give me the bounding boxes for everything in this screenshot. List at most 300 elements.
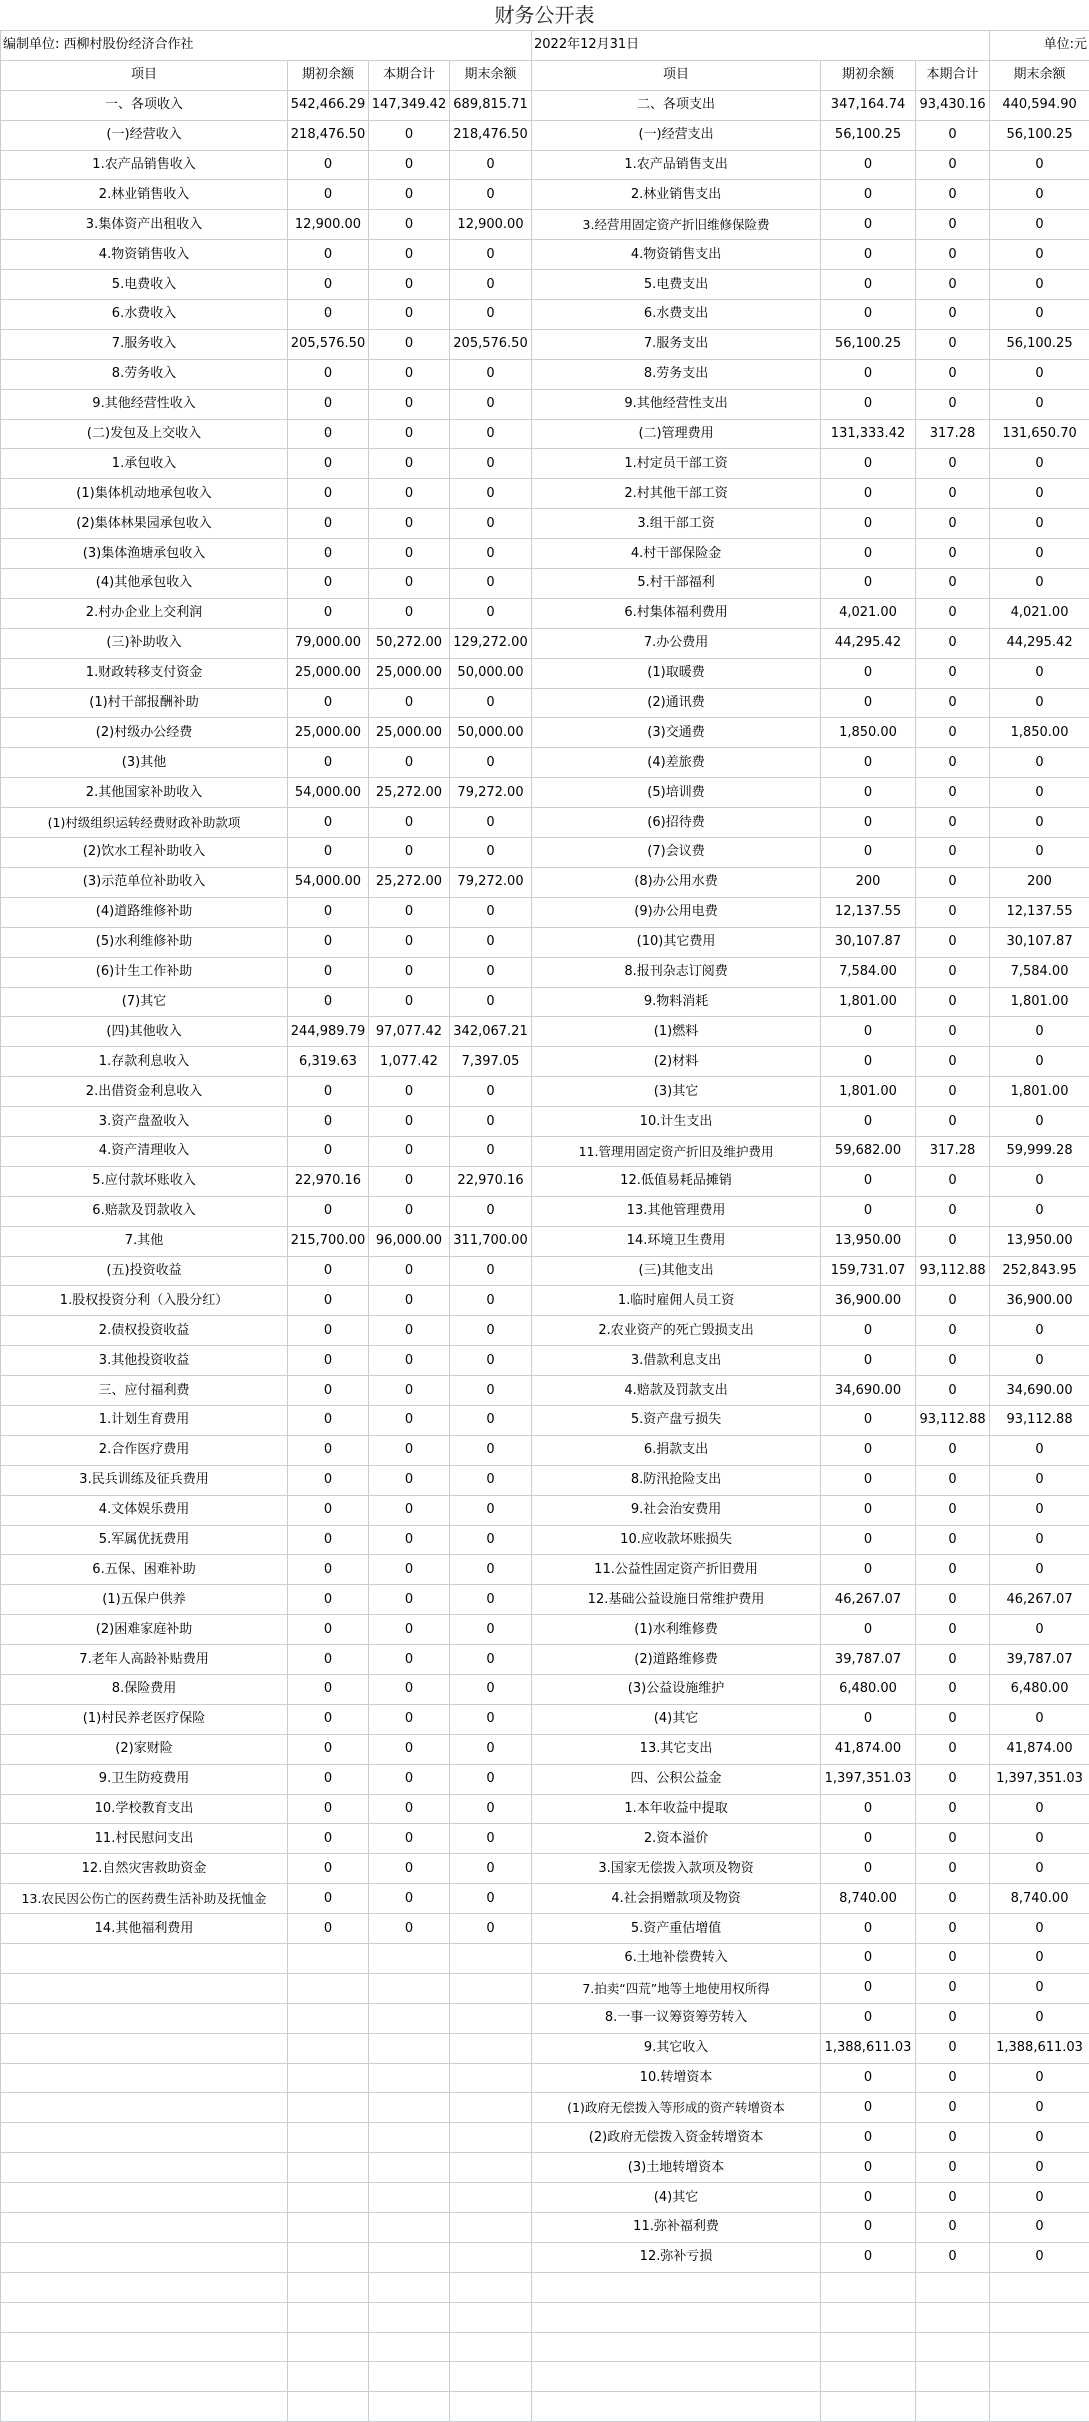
amount-cell: 0 [990, 1465, 1089, 1495]
table-row [1, 927, 1089, 957]
amount-cell [369, 2362, 450, 2392]
amount-cell: 25,000.00 [369, 658, 450, 688]
amount-cell: 0 [288, 359, 369, 389]
amount-cell: 8,740.00 [821, 1884, 916, 1914]
table-row [1, 1854, 1089, 1884]
amount-cell: 46,267.07 [821, 1585, 916, 1615]
amount-cell [369, 1944, 450, 1974]
header-cell: 期初余额 [821, 60, 916, 90]
item-cell [1, 2392, 288, 2422]
amount-cell: 0 [990, 539, 1089, 569]
amount-cell [450, 2063, 532, 2093]
item-cell: 2.村其他干部工资 [532, 479, 821, 509]
amount-cell: 0 [450, 598, 532, 628]
amount-cell: 0 [916, 718, 990, 748]
amount-cell: 0 [916, 927, 990, 957]
amount-cell: 0 [990, 449, 1089, 479]
item-cell: 4.赔款及罚款支出 [532, 1376, 821, 1406]
header-cell: 项目 [1, 60, 288, 90]
item-cell: 2.债权投资收益 [1, 1316, 288, 1346]
table-row [1, 2392, 1089, 2422]
item-cell: 三、应付福利费 [1, 1376, 288, 1406]
amount-cell: 0 [369, 1525, 450, 1555]
item-cell: 3.经营用固定资产折旧维修保险费 [532, 210, 821, 240]
amount-cell [288, 2362, 369, 2392]
item-cell: (3)交通费 [532, 718, 821, 748]
item-cell: (3)土地转增资本 [532, 2153, 821, 2183]
amount-cell: 0 [916, 1077, 990, 1107]
amount-cell: 0 [916, 1884, 990, 1914]
amount-cell: 13,950.00 [821, 1226, 916, 1256]
amount-cell: 0 [369, 1286, 450, 1316]
amount-cell: 0 [450, 957, 532, 987]
table-row [1, 1585, 1089, 1615]
table-row [1, 1465, 1089, 1495]
item-cell: 6.水费收入 [1, 300, 288, 330]
table-row [1, 509, 1089, 539]
table-row [1, 957, 1089, 987]
item-cell [1, 2272, 288, 2302]
table-row [1, 210, 1089, 240]
amount-cell: 317.28 [916, 1136, 990, 1166]
amount-cell [288, 2003, 369, 2033]
amount-cell: 0 [450, 1495, 532, 1525]
amount-cell: 0 [450, 240, 532, 270]
amount-cell: 131,333.42 [821, 419, 916, 449]
item-cell: 7.其他 [1, 1226, 288, 1256]
item-cell: 4.村干部保险金 [532, 539, 821, 569]
amount-cell: 56,100.25 [821, 120, 916, 150]
item-cell: (1)集体机动地承包收入 [1, 479, 288, 509]
amount-cell [450, 2242, 532, 2272]
amount-cell: 0 [288, 270, 369, 300]
amount-cell: 0 [450, 1914, 532, 1944]
amount-cell: 56,100.25 [990, 329, 1089, 359]
amount-cell [288, 1973, 369, 2003]
amount-cell: 0 [916, 2213, 990, 2243]
amount-cell: 0 [369, 1674, 450, 1704]
item-cell: (三)其他支出 [532, 1256, 821, 1286]
amount-cell: 0 [450, 1196, 532, 1226]
item-cell: 12.弥补亏损 [532, 2242, 821, 2272]
item-cell: 8.报刊杂志订阅费 [532, 957, 821, 987]
amount-cell: 0 [821, 539, 916, 569]
amount-cell: 34,690.00 [821, 1376, 916, 1406]
amount-cell: 218,476.50 [288, 120, 369, 150]
amount-cell: 0 [990, 1854, 1089, 1884]
finance-table [0, 30, 1089, 2422]
amount-cell: 0 [288, 1555, 369, 1585]
item-cell: 2.资本溢价 [532, 1824, 821, 1854]
amount-cell [990, 2332, 1089, 2362]
amount-cell: 96,000.00 [369, 1226, 450, 1256]
amount-cell: 93,112.88 [990, 1405, 1089, 1435]
amount-cell: 0 [916, 449, 990, 479]
item-cell [1, 2213, 288, 2243]
page-title: 财务公开表 [0, 0, 1089, 30]
amount-cell: 0 [821, 479, 916, 509]
item-cell: (2)材料 [532, 1047, 821, 1077]
amount-cell: 25,000.00 [369, 718, 450, 748]
item-cell: 12.自然灾害救助资金 [1, 1854, 288, 1884]
amount-cell [288, 2302, 369, 2332]
amount-cell: 0 [990, 479, 1089, 509]
table-row [1, 778, 1089, 808]
item-cell: (1)村级组织运转经费财政补助款项 [1, 808, 288, 838]
header-cell: 期末余额 [450, 60, 532, 90]
org-unit: 编制单位: 西柳村股份经济合作社 [1, 31, 532, 61]
item-cell [1, 2063, 288, 2093]
amount-cell: 12,137.55 [821, 897, 916, 927]
item-cell [532, 2392, 821, 2422]
item-cell: 13.农民因公伤亡的医药费生活补助及抚恤金 [1, 1884, 288, 1914]
amount-cell: 0 [916, 1346, 990, 1376]
amount-cell: 97,077.42 [369, 1017, 450, 1047]
amount-cell: 0 [450, 1764, 532, 1794]
amount-cell: 0 [916, 688, 990, 718]
amount-cell: 0 [450, 1286, 532, 1316]
amount-cell: 0 [990, 1555, 1089, 1585]
table-row [1, 359, 1089, 389]
amount-cell: 0 [288, 1525, 369, 1555]
amount-cell [369, 2153, 450, 2183]
amount-cell [821, 2362, 916, 2392]
amount-cell: 0 [821, 509, 916, 539]
amount-cell: 0 [990, 210, 1089, 240]
amount-cell: 0 [288, 300, 369, 330]
table-row [1, 2153, 1089, 2183]
amount-cell: 0 [916, 1615, 990, 1645]
amount-cell: 0 [990, 359, 1089, 389]
amount-cell: 93,430.16 [916, 90, 990, 120]
amount-cell: 0 [288, 1196, 369, 1226]
amount-cell: 0 [288, 509, 369, 539]
amount-cell: 0 [369, 808, 450, 838]
amount-cell: 342,067.21 [450, 1017, 532, 1047]
table-row [1, 1645, 1089, 1675]
report-date: 2022年12月31日 [532, 31, 990, 61]
amount-cell: 0 [450, 748, 532, 778]
item-cell: 12.低值易耗品摊销 [532, 1166, 821, 1196]
item-cell: 9.其他经营性支出 [532, 389, 821, 419]
amount-cell: 0 [916, 1435, 990, 1465]
item-cell: 14.其他福利费用 [1, 1914, 288, 1944]
amount-cell: 0 [821, 778, 916, 808]
amount-cell: 0 [990, 1107, 1089, 1137]
amount-cell [916, 2362, 990, 2392]
amount-cell: 0 [369, 1316, 450, 1346]
amount-cell: 0 [288, 808, 369, 838]
table-row [1, 1555, 1089, 1585]
item-cell [1, 2033, 288, 2063]
table-row [1, 1884, 1089, 1914]
amount-cell: 41,874.00 [990, 1734, 1089, 1764]
item-cell: (6)招待费 [532, 808, 821, 838]
amount-cell: 0 [369, 539, 450, 569]
table-row [1, 598, 1089, 628]
amount-cell: 0 [916, 1645, 990, 1675]
amount-cell: 30,107.87 [821, 927, 916, 957]
amount-cell [916, 2302, 990, 2332]
amount-cell: 0 [369, 389, 450, 419]
amount-cell: 0 [369, 1196, 450, 1226]
item-cell: (9)办公用电费 [532, 897, 821, 927]
amount-cell: 0 [916, 1944, 990, 1974]
amount-cell: 0 [450, 270, 532, 300]
item-cell: (2)政府无偿拨入资金转增资本 [532, 2123, 821, 2153]
amount-cell: 0 [450, 838, 532, 868]
table-row [1, 2302, 1089, 2332]
item-cell: 3.资产盘盈收入 [1, 1107, 288, 1137]
item-cell: 12.基础公益设施日常维护费用 [532, 1585, 821, 1615]
amount-cell: 0 [821, 1525, 916, 1555]
amount-cell: 542,466.29 [288, 90, 369, 120]
amount-cell: 1,388,611.03 [821, 2033, 916, 2063]
amount-cell: 0 [821, 270, 916, 300]
item-cell: (7)其它 [1, 987, 288, 1017]
amount-cell: 0 [821, 180, 916, 210]
amount-cell: 0 [288, 1316, 369, 1346]
amount-cell: 6,480.00 [990, 1674, 1089, 1704]
amount-cell: 0 [821, 2093, 916, 2123]
item-cell: 10.应收款坏账损失 [532, 1525, 821, 1555]
amount-cell: 0 [916, 1166, 990, 1196]
amount-cell: 12,900.00 [288, 210, 369, 240]
amount-cell: 0 [916, 2183, 990, 2213]
amount-cell: 0 [990, 2153, 1089, 2183]
amount-cell [288, 2063, 369, 2093]
amount-cell: 50,000.00 [450, 658, 532, 688]
amount-cell: 0 [821, 1944, 916, 1974]
item-cell: 5.资产盘亏损失 [532, 1405, 821, 1435]
table-row [1, 2332, 1089, 2362]
table-row [1, 2033, 1089, 2063]
amount-cell [916, 2332, 990, 2362]
amount-cell: 8,740.00 [990, 1884, 1089, 1914]
amount-cell: 36,900.00 [821, 1286, 916, 1316]
table-row [1, 688, 1089, 718]
amount-cell: 25,000.00 [288, 718, 369, 748]
amount-cell: 0 [369, 120, 450, 150]
amount-cell: 4,021.00 [990, 598, 1089, 628]
item-cell: 2.林业销售收入 [1, 180, 288, 210]
amount-cell: 0 [369, 1555, 450, 1585]
amount-cell: 0 [450, 1734, 532, 1764]
amount-cell: 0 [288, 1077, 369, 1107]
table-row [1, 1196, 1089, 1226]
amount-cell [369, 2272, 450, 2302]
amount-cell: 0 [369, 569, 450, 599]
amount-cell: 22,970.16 [288, 1166, 369, 1196]
item-cell: 6.五保、困难补助 [1, 1555, 288, 1585]
item-cell: (1)政府无偿拨入等形成的资产转增资本 [532, 2093, 821, 2123]
item-cell: 10.计生支出 [532, 1107, 821, 1137]
header-cell: 本期合计 [369, 60, 450, 90]
amount-cell: 252,843.95 [990, 1256, 1089, 1286]
table-row [1, 569, 1089, 599]
amount-cell: 0 [450, 1346, 532, 1376]
amount-cell: 0 [450, 1435, 532, 1465]
amount-cell: 0 [990, 2063, 1089, 2093]
amount-cell: 7,397.05 [450, 1047, 532, 1077]
table-row [1, 628, 1089, 658]
amount-cell: 0 [916, 598, 990, 628]
amount-cell: 0 [369, 1376, 450, 1406]
amount-cell: 0 [288, 1286, 369, 1316]
table-row [1, 1525, 1089, 1555]
amount-cell: 7,584.00 [821, 957, 916, 987]
amount-cell: 0 [450, 150, 532, 180]
item-cell: (10)其它费用 [532, 927, 821, 957]
amount-cell: 0 [450, 1615, 532, 1645]
item-cell: (一)经营收入 [1, 120, 288, 150]
amount-cell: 0 [450, 1405, 532, 1435]
amount-cell: 0 [916, 957, 990, 987]
item-cell: (3)集体渔塘承包收入 [1, 539, 288, 569]
amount-cell [369, 2123, 450, 2153]
amount-cell: 44,295.42 [821, 628, 916, 658]
table-row [1, 1256, 1089, 1286]
amount-cell: 0 [916, 150, 990, 180]
amount-cell: 0 [990, 1495, 1089, 1525]
amount-cell: 0 [288, 1645, 369, 1675]
item-cell: 4.文体娱乐费用 [1, 1495, 288, 1525]
amount-cell: 0 [288, 987, 369, 1017]
amount-cell: 12,137.55 [990, 897, 1089, 927]
amount-cell: 0 [369, 240, 450, 270]
amount-cell: 0 [990, 2123, 1089, 2153]
item-cell: (2)家财险 [1, 1734, 288, 1764]
item-cell: 5.应付款坏账收入 [1, 1166, 288, 1196]
amount-cell: 54,000.00 [288, 778, 369, 808]
table-row [1, 1824, 1089, 1854]
amount-cell: 0 [990, 569, 1089, 599]
amount-cell: 0 [821, 1914, 916, 1944]
amount-cell: 0 [288, 1914, 369, 1944]
amount-cell: 0 [990, 748, 1089, 778]
table-row [1, 1944, 1089, 1974]
item-cell: 5.军属优抚费用 [1, 1525, 288, 1555]
amount-cell: 0 [821, 1107, 916, 1137]
table-row [1, 1376, 1089, 1406]
item-cell: (4)其它 [532, 1704, 821, 1734]
amount-cell: 0 [288, 598, 369, 628]
amount-cell: 0 [916, 180, 990, 210]
amount-cell: 200 [990, 867, 1089, 897]
amount-cell [990, 2392, 1089, 2422]
amount-cell: 0 [821, 1346, 916, 1376]
item-cell: 4.社会捐赠款项及物资 [532, 1884, 821, 1914]
amount-cell: 0 [916, 1794, 990, 1824]
table-row [1, 180, 1089, 210]
amount-cell: 0 [990, 658, 1089, 688]
amount-cell: 1,077.42 [369, 1047, 450, 1077]
amount-cell [450, 2213, 532, 2243]
item-cell: 2.林业销售支出 [532, 180, 821, 210]
amount-cell: 0 [990, 1166, 1089, 1196]
item-cell: (3)公益设施维护 [532, 1674, 821, 1704]
amount-cell: 79,272.00 [450, 778, 532, 808]
table-row [1, 2242, 1089, 2272]
amount-cell: 0 [916, 2093, 990, 2123]
amount-cell: 0 [916, 1555, 990, 1585]
header-cell: 期初余额 [288, 60, 369, 90]
amount-cell: 0 [369, 1256, 450, 1286]
amount-cell: 0 [916, 867, 990, 897]
amount-cell: 0 [990, 1944, 1089, 1974]
amount-cell: 0 [821, 1166, 916, 1196]
amount-cell: 0 [369, 1435, 450, 1465]
amount-cell: 205,576.50 [450, 329, 532, 359]
amount-cell: 0 [821, 240, 916, 270]
item-cell: 1.承包收入 [1, 449, 288, 479]
amount-cell [990, 2302, 1089, 2332]
item-cell: 2.其他国家补助收入 [1, 778, 288, 808]
item-cell: 13.其它支出 [532, 1734, 821, 1764]
item-cell: 6.水费支出 [532, 300, 821, 330]
amount-cell: 0 [369, 1914, 450, 1944]
item-cell: (二)发包及上交收入 [1, 419, 288, 449]
amount-cell: 0 [821, 389, 916, 419]
amount-cell: 0 [288, 1495, 369, 1525]
amount-cell: 0 [916, 778, 990, 808]
amount-cell: 0 [369, 1166, 450, 1196]
amount-cell: 0 [990, 1824, 1089, 1854]
item-cell: (1)取暖费 [532, 658, 821, 688]
amount-cell [450, 2302, 532, 2332]
item-cell: 2.合作医疗费用 [1, 1435, 288, 1465]
amount-cell: 0 [450, 509, 532, 539]
item-cell: 1.本年收益中提取 [532, 1794, 821, 1824]
amount-cell: 1,397,351.03 [821, 1764, 916, 1794]
amount-cell: 54,000.00 [288, 867, 369, 897]
amount-cell: 0 [821, 1017, 916, 1047]
item-cell: 1.临时雇佣人员工资 [532, 1286, 821, 1316]
item-cell: (8)办公用水费 [532, 867, 821, 897]
amount-cell [821, 2332, 916, 2362]
table-row [1, 1435, 1089, 1465]
table-row [1, 389, 1089, 419]
amount-cell: 0 [369, 598, 450, 628]
amount-cell: 39,787.07 [990, 1645, 1089, 1675]
item-cell: 3.组干部工资 [532, 509, 821, 539]
table-row [1, 748, 1089, 778]
item-cell [532, 2362, 821, 2392]
amount-cell: 0 [916, 1196, 990, 1226]
item-cell: 10.转增资本 [532, 2063, 821, 2093]
amount-cell: 0 [288, 1465, 369, 1495]
item-cell: 7.老年人高龄补贴费用 [1, 1645, 288, 1675]
item-cell: 10.学校教育支出 [1, 1794, 288, 1824]
item-cell: 3.其他投资收益 [1, 1346, 288, 1376]
item-cell: (7)会议费 [532, 838, 821, 868]
amount-cell: 0 [288, 688, 369, 718]
amount-cell: 0 [821, 2242, 916, 2272]
amount-cell: 0 [916, 1107, 990, 1137]
amount-cell: 159,731.07 [821, 1256, 916, 1286]
amount-cell: 0 [288, 240, 369, 270]
item-cell: (1)水利维修费 [532, 1615, 821, 1645]
amount-cell: 0 [288, 389, 369, 419]
item-cell: 1.村定员干部工资 [532, 449, 821, 479]
amount-cell: 147,349.42 [369, 90, 450, 120]
amount-cell: 0 [450, 1884, 532, 1914]
amount-cell: 0 [288, 419, 369, 449]
amount-cell: 0 [288, 180, 369, 210]
table-row [1, 1914, 1089, 1944]
amount-cell: 1,850.00 [821, 718, 916, 748]
item-cell: 2.村办企业上交利润 [1, 598, 288, 628]
